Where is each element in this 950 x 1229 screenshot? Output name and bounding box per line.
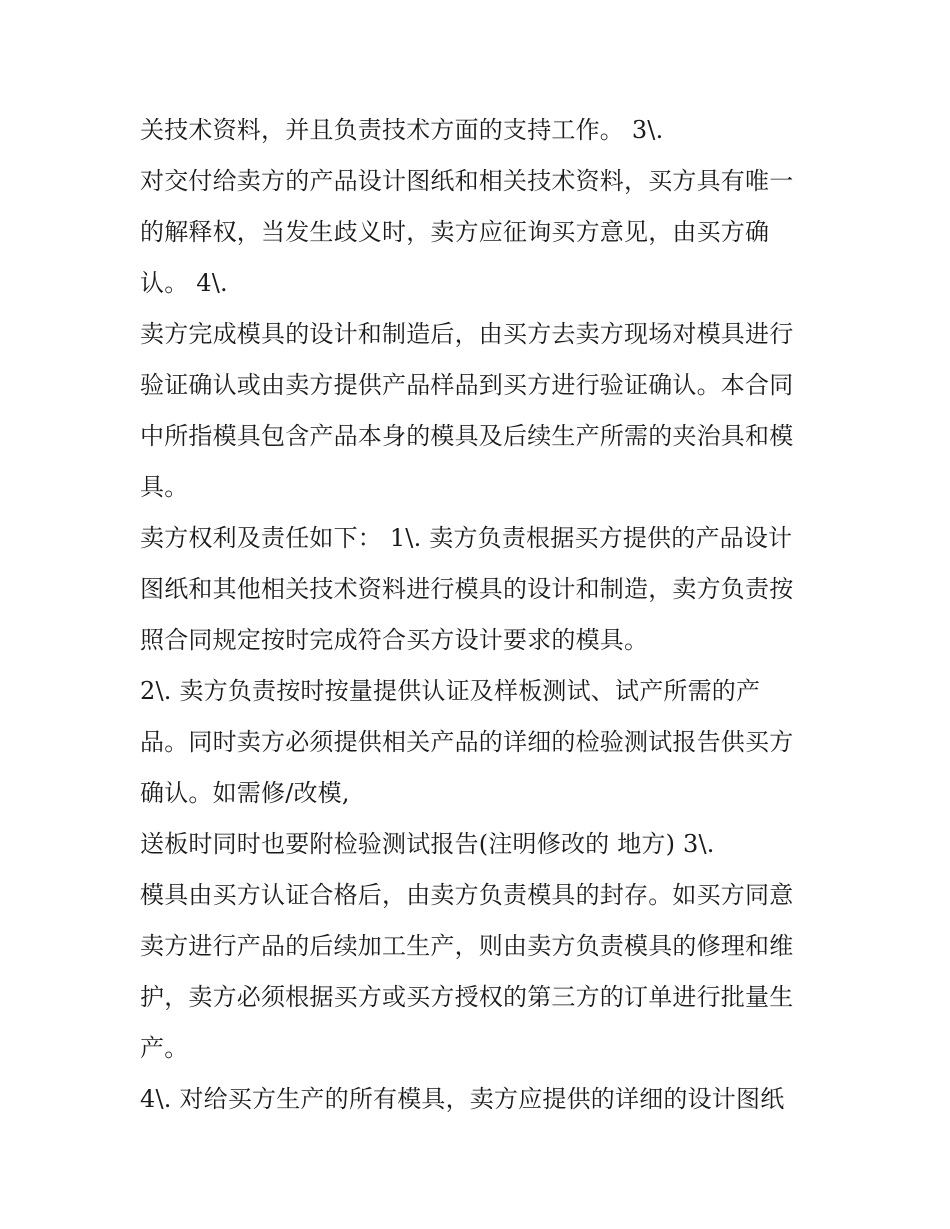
- paragraph-line: 卖方权利及责任如下： 1\. 卖方负责根据买方提供的产品设计: [140, 524, 793, 552]
- paragraph-line: 认。 4\.: [140, 269, 228, 297]
- paragraph-line: 送板时同时也要附检验测试报告(注明修改的 地方) 3\.: [140, 830, 715, 858]
- paragraph-line: 具。: [140, 473, 189, 501]
- paragraph-line: 产。: [140, 1034, 189, 1062]
- paragraph-line: 品。同时卖方必须提供相关产品的详细的检验测试报告供买方: [140, 728, 794, 756]
- paragraph-line: 2\. 卖方负责按时按量提供认证及样板测试、试产所需的产: [140, 677, 761, 705]
- paragraph-line: 图纸和其他相关技术资料进行模具的设计和制造，卖方负责按: [140, 575, 794, 603]
- paragraph-line: 对交付给卖方的产品设计图纸和相关技术资料，买方具有唯一: [140, 167, 794, 195]
- paragraph-line: 模具由买方认证合格后，由卖方负责模具的封存。如买方同意: [140, 881, 794, 909]
- paragraph-line: 验证确认或由卖方提供产品样品到买方进行验证确认。本合同: [140, 371, 794, 399]
- paragraph-line: 关技术资料，并且负责技术方面的支持工作。 3\.: [140, 116, 664, 144]
- paragraph-line: 中所指模具包含产品本身的模具及后续生产所需的夹治具和模: [140, 422, 794, 450]
- paragraph-line: 卖方完成模具的设计和制造后，由买方去卖方现场对模具进行: [140, 320, 794, 348]
- paragraph-line: 的解释权，当发生歧义时，卖方应征询买方意见，由买方确: [140, 218, 770, 246]
- paragraph-line: 4\. 对给买方生产的所有模具，卖方应提供的详细的设计图纸: [140, 1085, 785, 1113]
- paragraph-line: 确认。如需修/改模,: [140, 779, 350, 807]
- paragraph-line: 护，卖方必须根据买方或买方授权的第三方的订单进行批量生: [140, 983, 794, 1011]
- paragraph-line: 卖方进行产品的后续加工生产，则由卖方负责模具的修理和维: [140, 932, 794, 960]
- paragraph-line: 照合同规定按时完成符合买方设计要求的模具。: [140, 626, 649, 654]
